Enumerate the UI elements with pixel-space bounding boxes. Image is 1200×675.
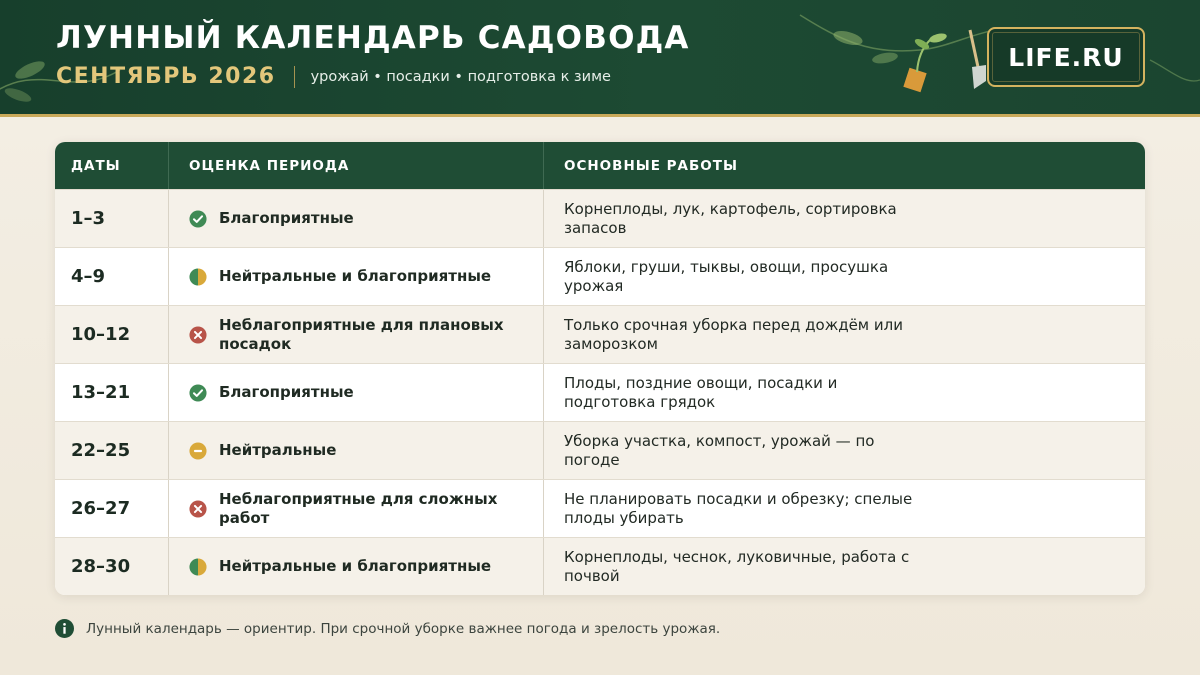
divider	[294, 66, 295, 88]
check-circle-icon	[189, 210, 207, 228]
cross-circle-icon	[189, 500, 207, 518]
work-text: Не планировать посадки и обрезку; спелые плоды убирать	[564, 489, 913, 527]
seedling-icon	[900, 28, 960, 98]
row-work	[544, 248, 1145, 305]
info-icon	[55, 619, 74, 638]
rating-label: Нейтральные	[219, 441, 337, 459]
row-dates: 4–9	[55, 248, 169, 305]
rating-label: Благоприятные	[219, 383, 354, 401]
table-row	[55, 421, 1145, 479]
footnote-text: Лунный календарь — ориентир. При срочной уборке важнее погода и зрелость урожая.	[86, 620, 721, 637]
shovel-icon	[960, 25, 990, 95]
header-dates: ДАТЫ	[55, 142, 169, 189]
half-circle-icon	[189, 558, 207, 576]
header-work: ОСНОВНЫЕ РАБОТЫ	[564, 157, 738, 174]
row-dates: 26–27	[55, 480, 169, 537]
table-row	[55, 305, 1145, 363]
page-title: ЛУННЫЙ КАЛЕНДАРЬ САДОВОДА	[56, 20, 690, 56]
table-row	[55, 479, 1145, 537]
work-text: Только срочная уборка перед дождём или заморозком	[564, 315, 903, 353]
work-text: Корнеплоды, лук, картофель, сортировка запасов	[564, 199, 897, 237]
row-rating	[169, 364, 544, 421]
rating-label: Неблагоприятные для плановых посадок	[219, 315, 504, 353]
minus-circle-icon	[189, 442, 207, 460]
table-body	[55, 189, 1145, 595]
check-circle-icon	[189, 384, 207, 402]
table-row	[55, 189, 1145, 247]
row-rating	[169, 480, 544, 537]
table-header	[55, 142, 1145, 189]
rating-label: Нейтральные и благоприятные	[219, 557, 492, 575]
calendar-table	[55, 142, 1145, 595]
row-work	[544, 538, 1145, 595]
cross-circle-icon	[189, 326, 207, 344]
row-dates: 13–21	[55, 364, 169, 421]
row-rating	[169, 422, 544, 479]
row-work	[544, 480, 1145, 537]
row-work	[544, 364, 1145, 421]
row-dates: 10–12	[55, 306, 169, 363]
work-text: Корнеплоды, чеснок, луковичные, работа с почвой	[564, 547, 910, 585]
rating-label: Неблагоприятные для сложных работ	[219, 489, 498, 527]
footnote	[55, 619, 720, 638]
rating-label: Благоприятные	[219, 209, 354, 227]
row-work	[544, 422, 1145, 479]
table-row	[55, 247, 1145, 305]
row-rating	[169, 248, 544, 305]
subtitle-line	[56, 64, 611, 89]
table-row	[55, 537, 1145, 595]
work-text: Плоды, поздние овощи, посадки и подготовка грядок	[564, 373, 838, 411]
rating-label: Нейтральные и благоприятные	[219, 267, 492, 285]
header-rating: ОЦЕНКА ПЕРИОДА	[169, 142, 544, 189]
tagline: урожай • посадки • подготовка к зиме	[310, 68, 611, 85]
logo-text: LIFE.RU	[1008, 42, 1124, 72]
half-circle-icon	[189, 268, 207, 286]
row-rating	[169, 306, 544, 363]
work-text: Яблоки, груши, тыквы, овощи, просушка урожая	[564, 257, 889, 295]
row-work	[544, 306, 1145, 363]
row-work	[544, 190, 1145, 247]
work-text: Уборка участка, компост, урожай — по погоде	[564, 431, 875, 469]
site-logo[interactable]	[987, 27, 1145, 87]
row-dates: 1–3	[55, 190, 169, 247]
row-dates: 22–25	[55, 422, 169, 479]
header-banner	[0, 0, 1200, 117]
month-label: СЕНТЯБРЬ 2026	[56, 64, 276, 89]
row-rating	[169, 538, 544, 595]
row-rating	[169, 190, 544, 247]
row-dates: 28–30	[55, 538, 169, 595]
table-row	[55, 363, 1145, 421]
